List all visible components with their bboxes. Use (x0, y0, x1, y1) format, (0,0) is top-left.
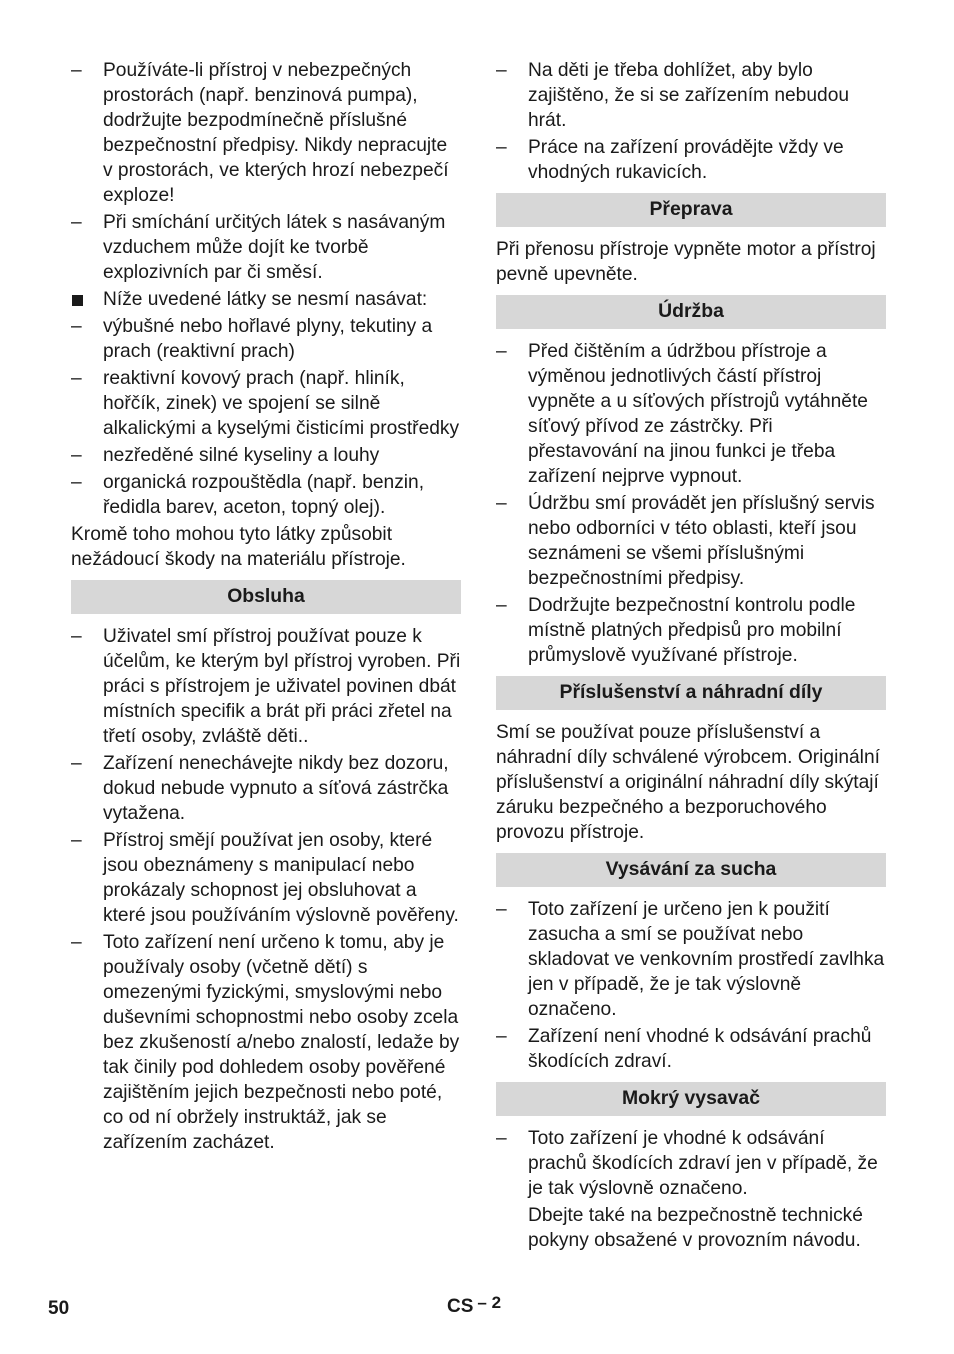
list-item (71, 287, 461, 312)
list-item (496, 339, 886, 489)
dash-bullet: – (71, 472, 82, 493)
page-number: 50 (48, 1298, 70, 1319)
list-item-text: reaktivní kovový prach (např. hliník, hořčík, zinek) ve spojení se silně alkalickými a kyselými čisticími prostředky (103, 368, 460, 439)
list-item (71, 443, 461, 468)
paragraph-preprava: Při přenosu přístroje vypněte motor a přístroj pevně upevněte. (496, 239, 876, 285)
list-item (71, 930, 461, 1155)
list-item-text: výbušné nebo hořlavé plyny, tekutiny a prach (reaktivní prach) (103, 316, 433, 362)
list-item (71, 470, 461, 520)
dash-bullet: – (496, 1026, 507, 1047)
list-item-text: Uživatel smí přístroj používat pouze k účelům, ke kterým byl přístroj vyroben. Při práci s přístrojem je uživatel povinen dbát místních specifik a brát při práci zřetel na třetí osoby, zvláště děti.. (103, 626, 461, 747)
list-obsluha (71, 624, 461, 1155)
list-item-text: nezředěné silné kyseliny a louhy (103, 445, 380, 466)
list-item-text: Přístroj smějí používat jen osoby, které jsou obeznámeny s manipulací nebo prokázaly schopnost jej obsluhovat a které jsou používáním výslovně pověřeny. (103, 830, 459, 926)
list-item (496, 1024, 886, 1074)
list-item (496, 1126, 886, 1201)
list-udrzba (496, 339, 886, 668)
dash-bullet: – (71, 626, 82, 647)
paragraph-prislusenstvi: Smí se používat pouze příslušenství a náhradní díly schválené výrobcem. Originální příslušenství a originální náhradní díly skýtají záruku bezpečného a bezporuchového provozu přístroje. (496, 722, 880, 843)
list-item-text: Níže uvedené látky se nesmí nasávat: (103, 289, 428, 310)
dash-bullet: – (496, 60, 507, 81)
heading-udrzba: Údržba (496, 295, 886, 329)
language-code (447, 1293, 502, 1318)
list-item (496, 491, 886, 591)
list-item-text: Při smíchání určitých látek s nasávaným vzduchem může dojít ke tvorbě explozivních par či směsí. (103, 212, 446, 283)
heading-prislusenstvi: Příslušenství a náhradní díly (496, 676, 886, 710)
dash-bullet: – (71, 316, 82, 337)
list-item-text: Toto zařízení není určeno k tomu, aby je používaly osoby (včetně dětí) s omezenými fyzickými, smyslovými nebo duševními schopnostmi nebo osoby zcela bez zkušeností a/nebo znalostí, ledaže by tak činily pod dohledem osoby pověřené zajištěním jejich bezpečnosti nebo poté, co od ní obržely instruktáž, jak se zařízením zacházet. (103, 932, 460, 1153)
dash-bullet: – (71, 753, 82, 774)
heading-vysavani: Vysávání za sucha (496, 853, 886, 887)
list-item (71, 210, 461, 285)
heading-obsluha: Obsluha (71, 580, 461, 614)
list-item-text: Na děti je třeba dohlížet, aby bylo zajištěno, že si se zařízením nebudou hrát. (528, 60, 850, 131)
language-sub-label: – 2 (477, 1293, 502, 1312)
list-item (71, 58, 461, 208)
list-item-text: Toto zařízení je vhodné k odsávání prachů škodících zdraví jen v případě, že je tak výslovně označeno. (528, 1128, 878, 1199)
list-item (71, 751, 461, 826)
list-item-text: Toto zařízení je určeno jen k použití zasucha a smí se používat nebo skladovat ve venkovním prostředí zavlhka jen v případě, že je tak výslovně označeno. (528, 899, 885, 1020)
heading-mokry: Mokrý vysavač (496, 1082, 886, 1116)
dash-bullet: – (496, 1128, 507, 1149)
language-label: CS (447, 1296, 474, 1317)
dash-bullet: – (71, 60, 82, 81)
list-item-text: Před čištěním a údržbou přístroje a výměnou jednotlivých částí přístroj vypněte a u síťových přístrojů vytáhněte síťový přívod ze zástrčky. Při přestavování na jinou funkci je třeba zařízení nejprve vypnout. (528, 341, 868, 487)
list-item (496, 135, 886, 185)
dash-bullet: – (71, 932, 82, 953)
dash-bullet: – (496, 137, 507, 158)
list-mokry (496, 1126, 886, 1201)
list-item (496, 593, 886, 668)
list-item (71, 314, 461, 364)
dash-bullet: – (496, 595, 507, 616)
list-item-text: Dodržujte bezpečnostní kontrolu podle místně platných předpisů pro mobilní průmyslově využívané přístroje. (528, 595, 856, 666)
list-vysavani (496, 897, 886, 1074)
heading-preprava: Přeprava (496, 193, 886, 227)
list-item-text: Používáte-li přístroj v nebezpečných prostorách (např. benzinová pumpa), dodržujte bezpodmínečně příslušné bezpečnostní předpisy. Nikdy nepracujte v prostorách, ve kterých hrozí nebezpečí exploze! (103, 60, 449, 206)
list-item-text: Práce na zařízení provádějte vždy ve vhodných rukavicích. (528, 137, 844, 183)
dash-bullet: – (71, 212, 82, 233)
list-item (71, 624, 461, 749)
list-item (71, 828, 461, 928)
dash-bullet: – (71, 445, 82, 466)
dash-bullet: – (496, 493, 507, 514)
paragraph-mokry-note: Dbejte také na bezpečnostně technické pokyny obsažené v provozním návodu. (528, 1205, 863, 1251)
dash-bullet: – (71, 368, 82, 389)
list-item (496, 58, 886, 133)
list-item-text: Údržbu smí provádět jen příslušný servis nebo odborníci v této oblasti, kteří jsou seznámeni se všemi příslušnými bezpečnostními předpisy. (528, 493, 875, 589)
list-item-text: organická rozpouštědla (např. benzin, ředidla barev, aceton, topný olej). (103, 472, 425, 518)
right-column (496, 58, 886, 1253)
list-top-right (496, 58, 886, 185)
list-item-text: Zařízení není vhodné k odsávání prachů škodících zdraví. (528, 1026, 872, 1072)
list-item (71, 366, 461, 441)
dash-bullet: – (71, 830, 82, 851)
dash-bullet: – (496, 899, 507, 920)
list-item (496, 897, 886, 1022)
list-item-text: Zařízení nenechávejte nikdy bez dozoru, dokud nebude vypnuto a síťová zástrčka vytažena. (103, 753, 449, 824)
left-column (71, 58, 461, 1157)
list-top-left (71, 58, 461, 520)
dash-bullet: – (496, 341, 507, 362)
paragraph-damage: Kromě toho mohou tyto látky způsobit nežádoucí škody na materiálu přístroje. (71, 524, 406, 570)
